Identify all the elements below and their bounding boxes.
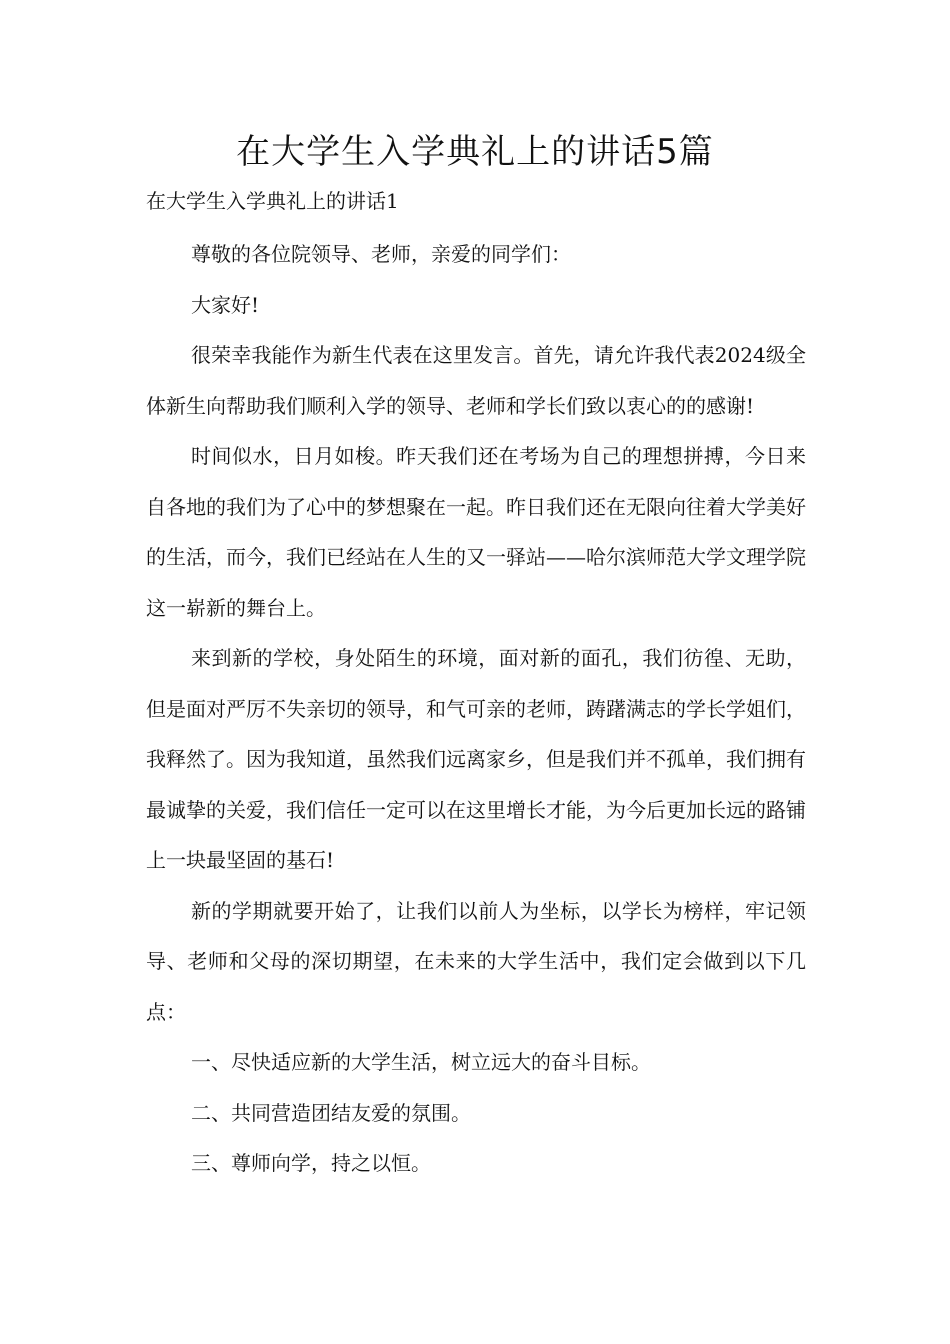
paragraph-new-semester: 新的学期就要开始了，让我们以前人为坐标，以学长为榜样，牢记领导、老师和父母的深切期望，在未来的大学生活中，我们定会做到以下几点： bbox=[146, 898, 806, 1024]
list-item-3: 三、尊师向学，持之以恒。 bbox=[191, 1151, 431, 1175]
paragraph-time: 时间似水，日月如梭。昨天我们还在考场为自己的理想拼搏，今日来自各地的我们为了心中的梦想聚在一起。昨日我们还在无限向往着大学美好的生活，而今，我们已经站在人生的又一驿站——哈尔滨师范大学文理学院这一崭新的舞台上。 bbox=[146, 444, 806, 620]
document-title: 在大学生入学典礼上的讲话5篇 bbox=[236, 132, 714, 172]
paragraph-salutation: 尊敬的各位院领导、老师，亲爱的同学们： bbox=[191, 242, 571, 266]
list-item-2: 二、共同营造团结友爱的氛围。 bbox=[191, 1100, 471, 1125]
paragraph-new-school: 来到新的学校，身处陌生的环境，面对新的面孔，我们彷徨、无助，但是面对严厉不失亲切的领导，和气可亲的老师，踌躇满志的学长学姐们，我释然了。因为我知道，虽然我们远离家乡，但是我们并不孤单，我们拥有最诚挚的关爱，我们信任一定可以在这里增长才能，为今后更加长远的路铺上一块最坚固的基石! bbox=[146, 646, 806, 872]
paragraph-greeting: 大家好! bbox=[191, 292, 260, 317]
document-body bbox=[146, 229, 806, 1189]
list-item-1: 一、尽快适应新的大学生活，树立远大的奋斗目标。 bbox=[191, 1050, 651, 1074]
section-heading: 在大学生入学典礼上的讲话1 bbox=[146, 189, 399, 213]
paragraph-thanks: 很荣幸我能作为新生代表在这里发言。首先，请允许我代表2024级全体新生向帮助我们顺利入学的领导、老师和学长们致以衷心的的感谢! bbox=[146, 343, 806, 418]
